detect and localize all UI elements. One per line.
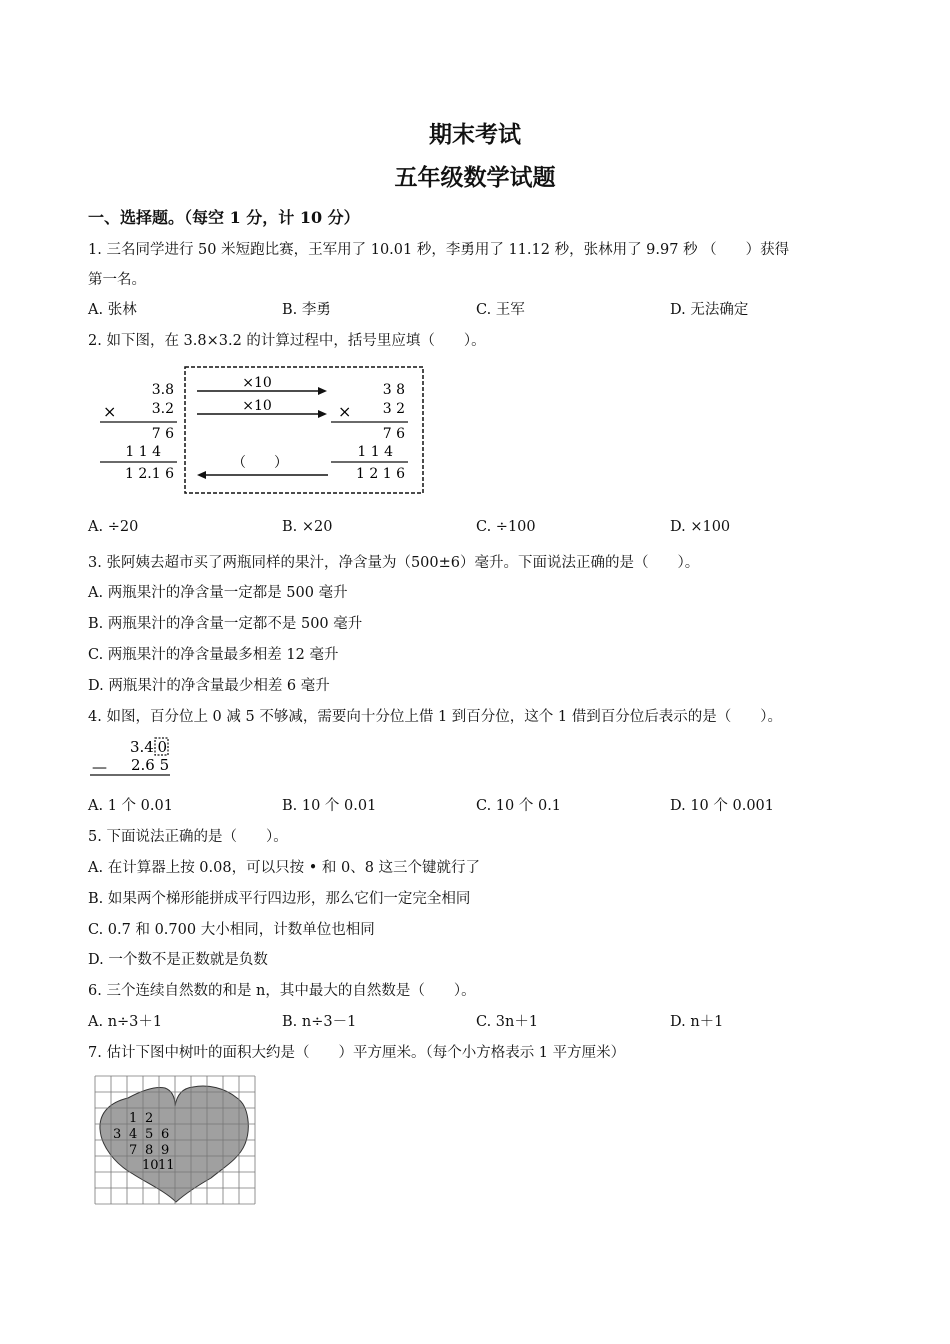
question-2-text: 2. 如下图，在 3.8×3.2 的计算过程中，括号里应填（ ）。 [88, 333, 486, 349]
q2-multiplication-figure [95, 364, 430, 499]
q4-option-b: B. 10 个 0.01 [282, 798, 377, 814]
q7-cell-number-8: 8 [145, 1143, 154, 1158]
q3-option-c: C. 两瓶果汁的净含量最多相差 12 毫升 [88, 647, 339, 663]
q5-option-b: B. 如果两个梯形能拼成平行四边形，那么它们一定完全相同 [88, 891, 471, 907]
q7-leaf-grid-figure [93, 1074, 259, 1206]
q2-option-d: D. ×100 [670, 519, 731, 535]
q2-left-partial1: 7 6 [151, 426, 174, 442]
q2-right-factor1: 3 8 [382, 382, 405, 398]
q2-arrow2-label: ×10 [242, 398, 272, 414]
q3-option-b: B. 两瓶果汁的净含量一定都不是 500 毫升 [88, 616, 363, 632]
q7-cell-number-2: 2 [145, 1111, 154, 1126]
q6-option-b: B. n÷3－1 [282, 1014, 357, 1030]
q4-subtraction-figure [88, 735, 178, 780]
page-title: 期末考试 [429, 121, 521, 148]
q7-cell-number-3: 3 [113, 1127, 122, 1142]
q7-cell-number-5: 5 [145, 1127, 154, 1142]
q4-minus-sign: — [92, 758, 107, 776]
q2-arrow3-label: （ ） [232, 455, 288, 471]
question-7-text: 7. 估计下图中树叶的面积大约是（ ）平方厘米。（每个小方格表示 1 平方厘米） [88, 1045, 626, 1061]
q6-option-a: A. n÷3＋1 [88, 1014, 163, 1030]
question-5-text: 5. 下面说法正确的是（ ）。 [88, 829, 288, 845]
q4-option-d: D. 10 个 0.001 [670, 798, 775, 814]
page-subtitle: 五年级数学试题 [394, 164, 556, 191]
q1-option-a: A. 张林 [88, 302, 137, 318]
q7-cell-number-10: 10 [142, 1158, 159, 1173]
q3-option-a: A. 两瓶果汁的净含量一定都是 500 毫升 [88, 585, 348, 601]
q3-option-d: D. 两瓶果汁的净含量最少相差 6 毫升 [88, 678, 330, 694]
q2-left-result: 1 2.1 6 [125, 466, 174, 482]
q1-option-b: B. 李勇 [282, 302, 331, 318]
question-3-text: 3. 张阿姨去超市买了两瓶同样的果汁，净含量为（500±6）毫升。下面说法正确的是（ ）。 [88, 555, 700, 571]
q4-option-a: A. 1 个 0.01 [88, 798, 173, 814]
q7-cell-number-4: 4 [129, 1127, 138, 1142]
q2-option-a: A. ÷20 [88, 519, 139, 535]
q7-cell-number-1: 1 [129, 1111, 138, 1126]
q1-option-c: C. 王军 [476, 302, 525, 318]
q2-left-factor2: 3.2 [151, 401, 174, 417]
q5-option-a: A. 在计算器上按 0.08，可以只按 • 和 0、8 这三个键就行了 [88, 860, 481, 876]
section-heading: 一、选择题。（每空 1 分，计 10 分） [88, 208, 360, 227]
q7-cell-number-11: 11 [158, 1158, 175, 1173]
q2-left-times-sign: × [103, 402, 117, 421]
question-1-text-cont: 第一名。 [88, 272, 146, 288]
q2-right-partial2: 1 1 4 [357, 444, 393, 460]
q7-cell-number-9: 9 [161, 1143, 170, 1158]
q2-right-factor2: 3 2 [382, 401, 405, 417]
q2-arrow1-label: ×10 [242, 375, 272, 391]
q5-option-d: D. 一个数不是正数就是负数 [88, 952, 268, 968]
q4-minuend: 3.4 [130, 738, 154, 756]
question-4-text: 4. 如图，百分位上 0 减 5 不够减，需要向十分位上借 1 到百分位，这个 1 借到百分位后表示的是（ ）。 [88, 709, 782, 725]
q2-right-partial1: 7 6 [382, 426, 405, 442]
question-6-text: 6. 三个连续自然数的和是 n，其中最大的自然数是（ ）。 [88, 983, 476, 999]
q4-boxed-digit: 0 [157, 738, 168, 756]
q7-cell-number-6: 6 [161, 1127, 170, 1142]
q7-leaf-shape [100, 1086, 248, 1202]
q2-right-result: 1 2 1 6 [356, 466, 405, 482]
q4-option-c: C. 10 个 0.1 [476, 798, 562, 814]
q2-left-partial2: 1 1 4 [125, 444, 161, 460]
question-1-text: 1. 三名同学进行 50 米短跑比赛，王军用了 10.01 秒，李勇用了 11.12 秒，张林用了 9.97 秒 （ ）获得 [88, 242, 790, 258]
q7-cell-number-7: 7 [129, 1143, 138, 1158]
q2-option-c: C. ÷100 [476, 519, 536, 535]
q5-option-c: C. 0.7 和 0.700 大小相同，计数单位也相同 [88, 922, 375, 938]
q6-option-c: C. 3n＋1 [476, 1014, 539, 1030]
q2-left-factor1: 3.8 [151, 382, 174, 398]
q2-option-b: B. ×20 [282, 519, 333, 535]
q1-option-d: D. 无法确定 [670, 302, 749, 318]
q2-right-times-sign: × [338, 402, 352, 421]
q4-subtrahend: 2.6 5 [131, 756, 170, 774]
q6-option-d: D. n＋1 [670, 1014, 724, 1030]
